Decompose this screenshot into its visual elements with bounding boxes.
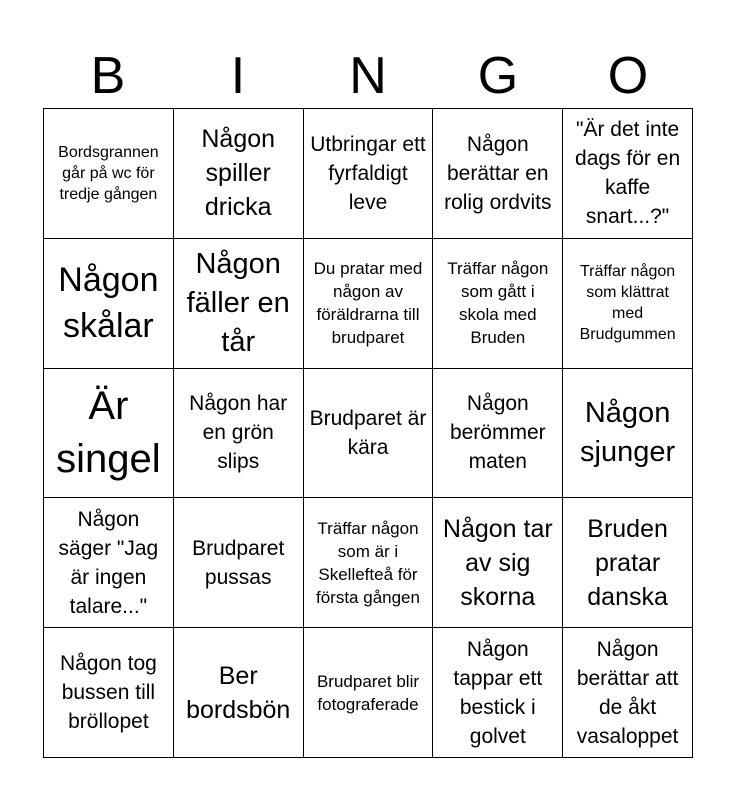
cell-text: Träffar någon som är i Skellefteå för första gången <box>316 518 420 607</box>
bingo-cell-r2c1[interactable] <box>44 239 174 369</box>
cell-text: Brudparet pussas <box>192 536 285 589</box>
bingo-cell-r3c4[interactable] <box>433 369 563 499</box>
cell-text: Någon fäller en tår <box>186 247 290 358</box>
bingo-cell-r2c2[interactable] <box>174 239 304 369</box>
cell-text: Bordsgrannen går på wc för tredje gången <box>58 143 159 203</box>
bingo-cell-r1c4[interactable] <box>433 109 563 239</box>
cell-text: Någon sjunger <box>580 396 676 468</box>
cell-text: Någon har en grön slips <box>189 392 288 474</box>
cell-text: Någon berömmer maten <box>449 392 546 474</box>
header-letter-o: O <box>607 47 649 105</box>
bingo-cell-r1c3[interactable] <box>304 109 434 239</box>
cell-text: Någon berättar en rolig ordvits <box>444 132 552 214</box>
cell-text: Utbringar ett fyrfaldigt leve <box>310 132 426 214</box>
bingo-cell-r3c2[interactable] <box>174 369 304 499</box>
bingo-cell-r1c1[interactable] <box>44 109 174 239</box>
bingo-cell-r2c4[interactable] <box>433 239 563 369</box>
cell-text: Någon säger "Jag är ingen talare..." <box>58 507 159 618</box>
bingo-cell-r5c5[interactable] <box>563 628 693 758</box>
header-letter-n: N <box>349 47 387 105</box>
bingo-cell-r2c5[interactable] <box>563 239 693 369</box>
bingo-cell-r5c1[interactable] <box>44 628 174 758</box>
cell-text: Ber bordsbön <box>186 661 291 724</box>
bingo-cell-r1c5[interactable] <box>563 109 693 239</box>
bingo-cell-r4c4[interactable] <box>433 498 563 628</box>
header-letter-g: G <box>477 47 519 105</box>
bingo-cell-r2c3[interactable] <box>304 239 434 369</box>
cell-text: Träffar någon som klättrat med Brudgummen <box>579 263 676 344</box>
bingo-cell-r4c5[interactable] <box>563 498 693 628</box>
bingo-cell-r4c2[interactable] <box>174 498 304 628</box>
cell-text: Är singel <box>56 383 161 481</box>
cell-text: "Är det inte dags för en kaffe snart...?" <box>575 118 681 229</box>
cell-text: Träffar någon som gått i skola med Bruden <box>447 259 549 348</box>
cell-text: Du pratar med någon av föräldrarna till brudparet <box>313 259 423 348</box>
cell-text: Någon skålar <box>58 261 159 346</box>
cell-text: Någon spiller dricka <box>201 125 276 222</box>
cell-text: Bruden pratar danska <box>587 514 668 611</box>
cell-text: Brudparet blir fotograferade <box>316 671 420 714</box>
bingo-cell-r3c5[interactable] <box>563 369 693 499</box>
bingo-cell-r3c3[interactable] <box>304 369 434 499</box>
bingo-grid <box>43 108 693 758</box>
header-letter-i: I <box>230 47 246 105</box>
cell-text: Brudparet är kära <box>309 406 427 459</box>
header-letter-b: B <box>90 47 126 105</box>
bingo-cell-r5c3[interactable] <box>304 628 434 758</box>
cell-text: Någon tar av sig skorna <box>442 514 553 611</box>
bingo-header <box>43 44 693 108</box>
bingo-cell-r5c4[interactable] <box>433 628 563 758</box>
cell-text: Någon berättar att de åkt vasaloppet <box>576 637 679 748</box>
bingo-cell-r4c3[interactable] <box>304 498 434 628</box>
bingo-cell-r4c1[interactable] <box>44 498 174 628</box>
bingo-cell-r3c1[interactable] <box>44 369 174 499</box>
bingo-cell-r1c2[interactable] <box>174 109 304 239</box>
bingo-cell-r5c2[interactable] <box>174 628 304 758</box>
cell-text: Någon tappar ett bestick i golvet <box>453 637 543 748</box>
cell-text: Någon tog bussen till bröllopet <box>59 652 157 734</box>
